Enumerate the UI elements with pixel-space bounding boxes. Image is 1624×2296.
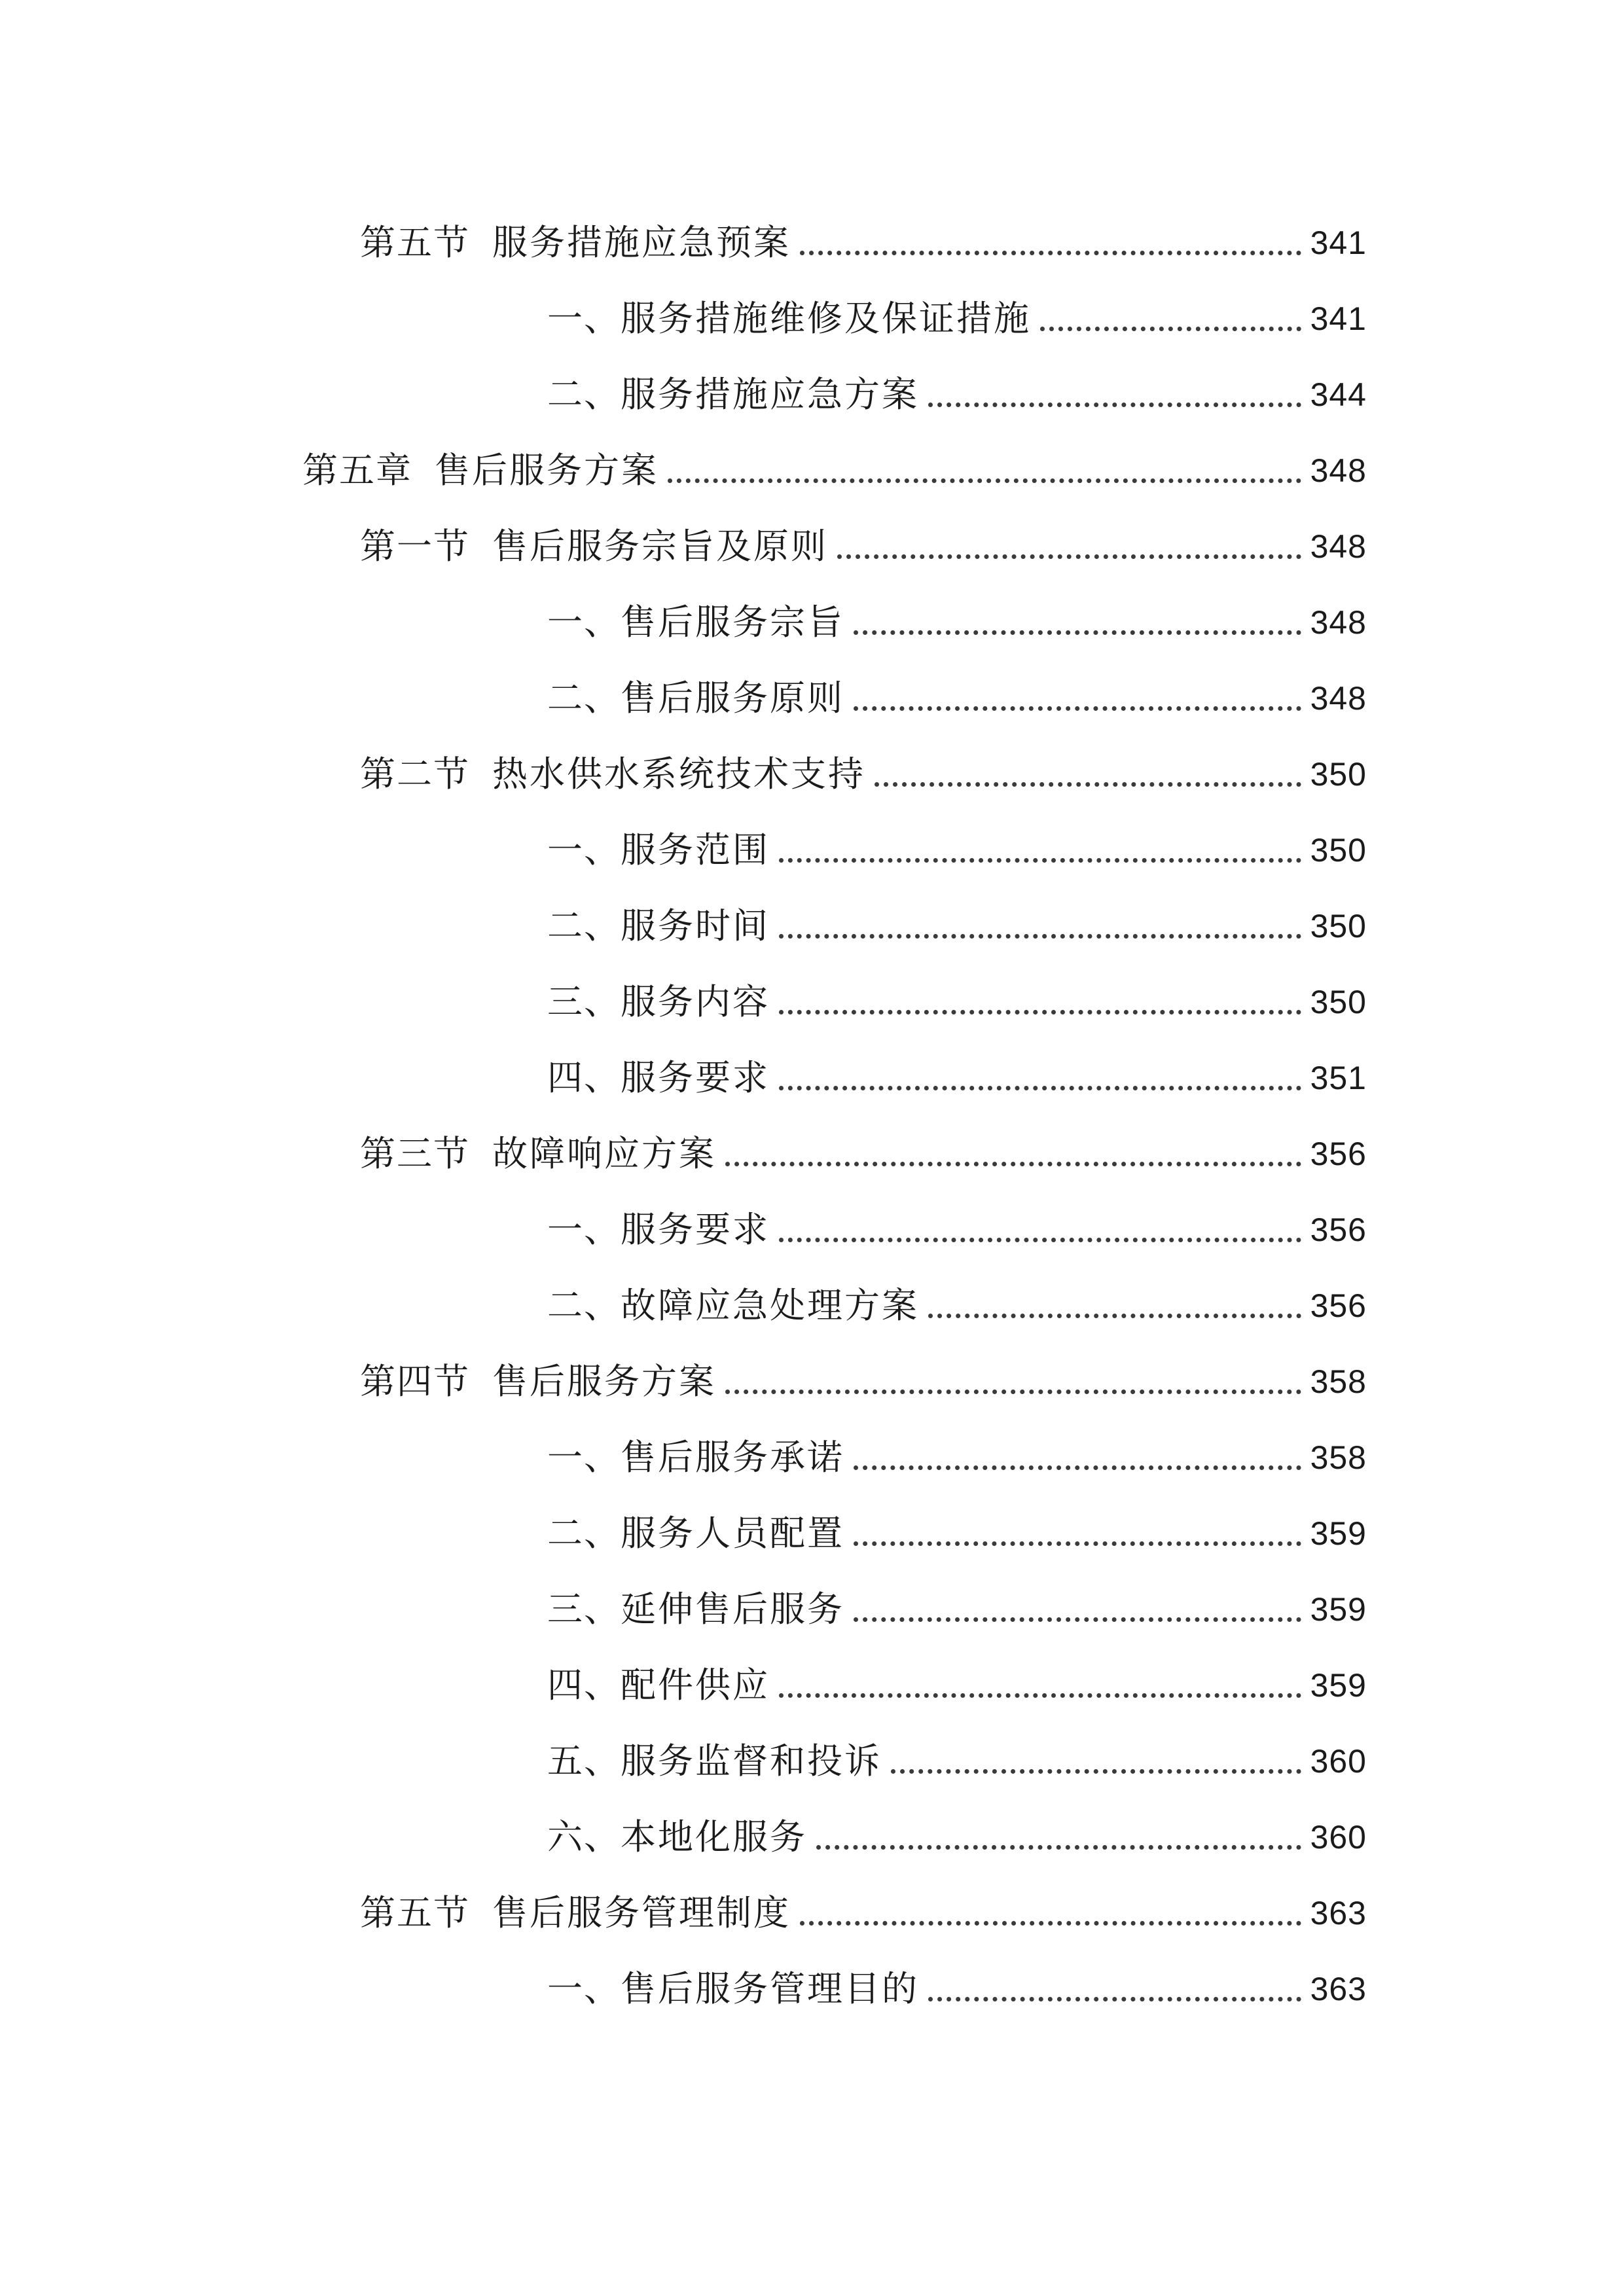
entry-title: 服务范围 (621, 829, 770, 870)
entry-number: 二、 (547, 905, 621, 946)
entry-number: 四、 (547, 1057, 621, 1098)
dot-leader (725, 1390, 1301, 1394)
dot-leader (800, 251, 1301, 255)
entry-title: 故障响应方案 (492, 1133, 716, 1174)
toc-entry[interactable] (360, 1344, 1367, 1420)
dot-leader (1040, 327, 1301, 331)
toc-entry[interactable] (547, 1268, 1367, 1344)
toc-entry[interactable] (547, 1951, 1367, 2027)
entry-title: 售后服务宗旨及原则 (492, 526, 828, 567)
page-number: 359 (1310, 1515, 1367, 1552)
entry-number: 第五节 (360, 1892, 470, 1933)
dot-leader (854, 630, 1301, 635)
entry-number: 第三节 (360, 1133, 470, 1174)
entry-title: 服务时间 (621, 905, 770, 946)
entry-title: 延伸售后服务 (621, 1588, 844, 1630)
entry-title: 服务人员配置 (621, 1513, 844, 1554)
entry-number: 一、 (547, 298, 621, 339)
dot-leader (779, 934, 1301, 939)
page-number: 348 (1310, 604, 1367, 641)
page-number: 351 (1310, 1060, 1367, 1096)
entry-number: 二、 (547, 374, 621, 415)
page-number: 348 (1310, 452, 1367, 489)
entry-title: 服务要求 (621, 1209, 770, 1250)
entry-number: 一、 (547, 1209, 621, 1250)
page-number: 350 (1310, 832, 1367, 869)
toc-entry[interactable] (302, 433, 1367, 509)
toc-entry[interactable] (547, 660, 1367, 736)
entry-title: 售后服务方案 (435, 450, 659, 491)
entry-number: 一、 (547, 1437, 621, 1478)
entry-number: 六、 (547, 1816, 621, 1857)
toc-entry[interactable] (547, 1496, 1367, 1571)
entry-number: 三、 (547, 981, 621, 1022)
toc-entry[interactable] (547, 812, 1367, 888)
toc-entry[interactable] (360, 1116, 1367, 1192)
page-number: 341 (1310, 300, 1367, 337)
entry-number: 四、 (547, 1664, 621, 1706)
toc-entry[interactable] (360, 736, 1367, 812)
page-number: 359 (1310, 1667, 1367, 1704)
entry-number: 二、 (547, 677, 621, 719)
toc-entry[interactable] (547, 1040, 1367, 1116)
page-number: 360 (1310, 1819, 1367, 1856)
dot-leader (928, 1314, 1301, 1318)
dot-leader (779, 1693, 1301, 1698)
entry-title: 服务要求 (621, 1057, 770, 1098)
entry-number: 三、 (547, 1588, 621, 1630)
entry-title: 服务措施应急预案 (492, 222, 791, 263)
dot-leader (875, 782, 1301, 787)
toc-entry[interactable] (547, 1647, 1367, 1723)
dot-leader (854, 1541, 1301, 1546)
entry-title: 热水供水系统技术支持 (492, 753, 865, 795)
page-number: 360 (1310, 1743, 1367, 1780)
toc-entry[interactable] (547, 1192, 1367, 1268)
dot-leader (854, 706, 1301, 711)
entry-number: 一、 (547, 829, 621, 870)
toc-entry[interactable] (547, 281, 1367, 357)
dot-leader (928, 1997, 1301, 2001)
page-number: 363 (1310, 1895, 1367, 1931)
toc-entry[interactable] (360, 205, 1367, 281)
entry-number: 第二节 (360, 753, 470, 795)
entry-number: 第五章 (302, 450, 412, 491)
toc-entry[interactable] (547, 357, 1367, 433)
entry-title: 售后服务宗旨 (621, 601, 844, 643)
page-number: 341 (1310, 224, 1367, 261)
toc-entry[interactable] (547, 888, 1367, 964)
page-number: 356 (1310, 1287, 1367, 1324)
toc-entry[interactable] (360, 509, 1367, 584)
entry-number: 二、 (547, 1285, 621, 1326)
entry-number: 一、 (547, 1968, 621, 2009)
dot-leader (779, 858, 1301, 863)
dot-leader (816, 1845, 1301, 1850)
dot-leader (725, 1162, 1301, 1166)
entry-number: 第四节 (360, 1361, 470, 1402)
page-number: 344 (1310, 376, 1367, 413)
page-number: 356 (1310, 1211, 1367, 1248)
page-number: 348 (1310, 528, 1367, 565)
entry-title: 服务措施维修及保证措施 (621, 298, 1031, 339)
entry-number: 二、 (547, 1513, 621, 1554)
toc-entry[interactable] (547, 584, 1367, 660)
toc-entry[interactable] (547, 1420, 1367, 1496)
dot-leader (837, 554, 1301, 559)
entry-number: 第五节 (360, 222, 470, 263)
toc-entry[interactable] (547, 1571, 1367, 1647)
entry-number: 五、 (547, 1740, 621, 1782)
dot-leader (779, 1010, 1301, 1014)
page-number: 350 (1310, 984, 1367, 1020)
dot-leader (891, 1769, 1301, 1774)
entry-number: 一、 (547, 601, 621, 643)
entry-title: 本地化服务 (621, 1816, 807, 1857)
toc-entry[interactable] (360, 1875, 1367, 1951)
toc-entry[interactable] (547, 1799, 1367, 1875)
entry-title: 售后服务管理目的 (621, 1968, 919, 2009)
entry-title: 售后服务方案 (492, 1361, 716, 1402)
page-number: 358 (1310, 1363, 1367, 1400)
entry-title: 服务措施应急方案 (621, 374, 919, 415)
dot-leader (779, 1238, 1301, 1242)
page-number: 350 (1310, 756, 1367, 793)
entry-number: 第一节 (360, 526, 470, 567)
page-number: 356 (1310, 1136, 1367, 1172)
entry-title: 售后服务原则 (621, 677, 844, 719)
page-number: 363 (1310, 1971, 1367, 2007)
entry-title: 服务内容 (621, 981, 770, 1022)
dot-leader (854, 1465, 1301, 1470)
page-number: 359 (1310, 1591, 1367, 1628)
dot-leader (928, 403, 1301, 407)
dot-leader (854, 1617, 1301, 1622)
page-number: 348 (1310, 680, 1367, 717)
toc-entry[interactable] (547, 1723, 1367, 1799)
entry-title: 售后服务承诺 (621, 1437, 844, 1478)
entry-title: 故障应急处理方案 (621, 1285, 919, 1326)
entry-title: 配件供应 (621, 1664, 770, 1706)
dot-leader (779, 1086, 1301, 1090)
dot-leader (668, 478, 1301, 483)
entry-title: 服务监督和投诉 (621, 1740, 882, 1782)
toc-entry[interactable] (547, 964, 1367, 1040)
page-number: 358 (1310, 1439, 1367, 1476)
entry-title: 售后服务管理制度 (492, 1892, 791, 1933)
page-number: 350 (1310, 908, 1367, 944)
dot-leader (800, 1921, 1301, 1926)
